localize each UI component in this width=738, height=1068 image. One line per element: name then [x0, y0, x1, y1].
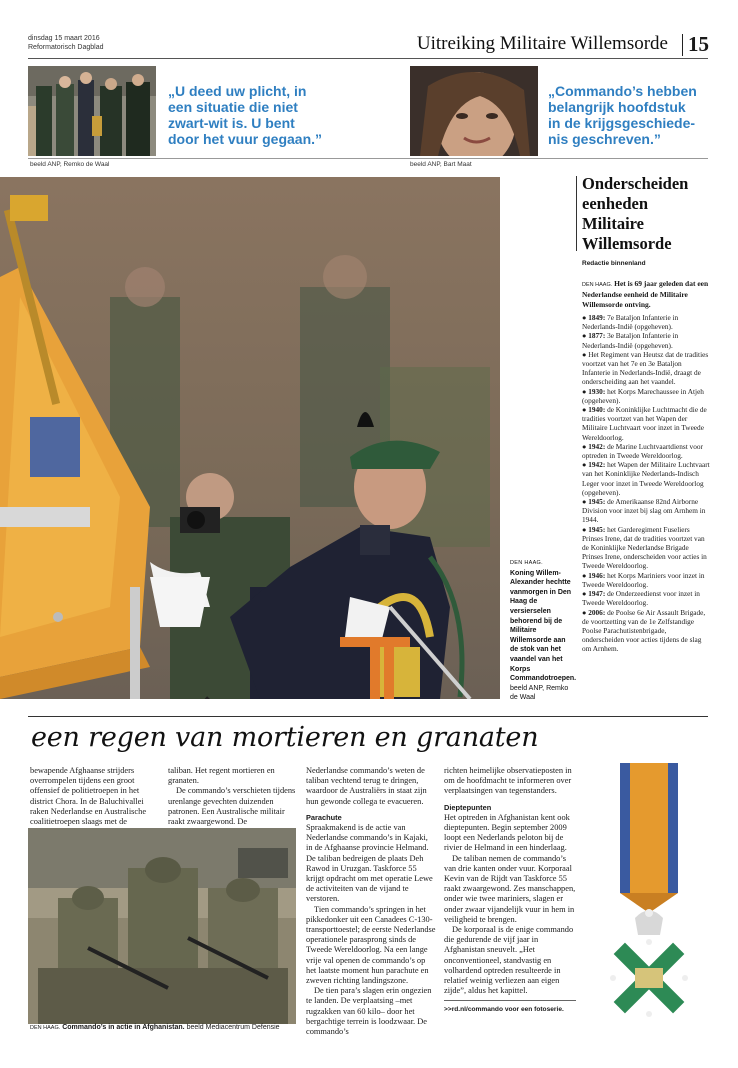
- article-paragraph: bewapende Afghaanse strijders overrompelen tijdens een groot offensief de politietroepen in het district Chora. In de Baluchivallei raken Nederlandse en Australische coalitietroepen slaags met de: [30, 766, 147, 827]
- honoured-unit-year: 1945:: [588, 524, 606, 534]
- honoured-unit-year: 1945:: [588, 497, 606, 507]
- honoured-unit-text: de Amerikaanse 82nd Airborne Division voor inzet bij slag om Arnhem in 1944.: [582, 497, 706, 525]
- bullet-icon: ●: [582, 589, 589, 599]
- minister-portrait-photo: [410, 66, 538, 156]
- honoured-unit-item: [582, 387, 710, 405]
- honoured-unit-year: 2006:: [588, 607, 606, 617]
- article-paragraph: De commando’s verschieten tijdens urenlange gevechten duizenden patronen. Een Australische militair raakt zwaargewond. De: [168, 786, 296, 827]
- honoured-unit-item: [582, 313, 710, 331]
- article-column-1: [30, 766, 160, 827]
- honoured-units-list: [582, 313, 710, 654]
- link-rule: [444, 1000, 576, 1001]
- quote-king: „U deed uw plicht, in een situatie die niet zwart-wit is. U bent door het vuur gegaan.”: [168, 83, 323, 147]
- sidebar-intro: [582, 279, 710, 309]
- article-paragraph: Het optreden in Afghanistan kent ook dieptepunten. Begin september 2009 loopt een Nederlands peloton bij de rivier de Helmand in een hinderlaag.: [444, 812, 570, 853]
- honoured-unit-year: 1940:: [588, 405, 606, 415]
- quote-strip-rule: [28, 158, 708, 159]
- sidebar-byline: Redactie binnenland: [582, 260, 646, 267]
- afghanistan-caption-credit: beeld Mediacentrum Defensie: [186, 1024, 280, 1031]
- bullet-icon: ●: [582, 460, 589, 470]
- willemsorde-medal-photo: [590, 763, 708, 1025]
- afghanistan-photo-caption: [30, 1024, 298, 1031]
- honoured-unit-text: het Korps Marechaussee in Atjeh (opgeheven).: [582, 386, 704, 405]
- honoured-unit-item: [582, 350, 710, 387]
- honoured-unit-item: [582, 460, 710, 497]
- honoured-unit-text: 3e Bataljon Infanterie in Nederlands-Indië (opgeheven).: [582, 331, 679, 350]
- honoured-unit-item: [582, 571, 710, 589]
- article-paragraph: De taliban nemen de commando’s van drie kanten onder vuur. Korporaal Kevin van de Rijdt van Taskforce 55 raakt zwaargewond. Zes manschappen, onder wie twee mariniers, slagen er onder zwaar vijandelijk vuur in hem in veiligheid te brengen.: [444, 853, 576, 924]
- bullet-icon: ●: [582, 331, 589, 341]
- honoured-unit-year: 1946:: [588, 570, 606, 580]
- bullet-icon: ●: [582, 313, 589, 322]
- article-top-rule: [28, 716, 708, 717]
- header-separator: [682, 34, 683, 56]
- honoured-unit-item: [582, 497, 710, 525]
- honoured-unit-year: 1877:: [588, 331, 606, 341]
- honoured-unit-year: 1930:: [588, 386, 606, 396]
- bullet-icon: ●: [582, 386, 589, 396]
- article-paragraph: Nederlandse commando’s weten de taliban vechtend terug te dringen, waardoor de Australiërs in staat zijn hun gewonde collega te evacueren.: [306, 766, 427, 806]
- article-paragraph: richten heimelijke observatieposten in om de hoofdmacht te informeren over verplaatsingen van tegenstanders.: [444, 766, 572, 796]
- article-paragraph: Spraakmakend is de actie van Nederlandse commando’s in Kajaki, in de Afghaanse provincie Helmand. De taliban bedreigen de plaats Deh Rawod in Uruzgan. Taskforce 55 krijgt opdracht om met operatie Lewe de activiteiten van de vijand te verstoren.: [306, 823, 433, 904]
- article-paragraph: De tien para’s slagen erin ongezien te landen. De verplaatsing –met rugzakken van 60 kilo– door het bergachtige terrein is loodzwaar. De commando’s: [306, 986, 432, 1037]
- honoured-unit-text: Het Regiment van Heutsz dat de tradities voortzet van het 7e en 3e Bataljon Infanterie in Nederlands-Indië, draagt de onderscheiding aan het vaandel.: [582, 349, 709, 387]
- paper-name: Reformatorisch Dagblad: [28, 44, 104, 51]
- caption-credit: beeld ANP, Remko de Waal: [510, 684, 569, 702]
- honoured-unit-text: de Marine Luchtvaartdienst voor optreden in Tweede Wereldoorlog.: [582, 441, 703, 461]
- section-title: Uitreiking Militaire Willemsorde: [416, 33, 668, 54]
- photo-credit-thumbnail-1: beeld ANP, Remko de Waal: [30, 161, 110, 168]
- header-rule: [28, 58, 708, 59]
- honoured-unit-text: het Wapen der Militaire Luchtvaart van het Koninklijke Nederlands-Indisch Leger voor inzet in Tweede Wereldoorlog (opgeheven).: [582, 460, 710, 497]
- main-photo-caption: [510, 558, 577, 703]
- main-ceremony-photo: [0, 177, 500, 699]
- afghanistan-photo: [28, 828, 296, 1024]
- honoured-unit-text: 7e Bataljon Infanterie in Nederlands-Indië (opgeheven).: [582, 313, 679, 332]
- honoured-unit-text: het Korps Mariniers voor inzet in Tweede Wereldoorlog.: [582, 570, 705, 589]
- honoured-unit-text: de Poolse 6e Air Assault Brigade, de voortzetting van de 1e Zelfstandige Poolse Parachutistenbrigade, onderscheiden voor acties tijdens de slag om Arnhem.: [582, 607, 706, 654]
- bullet-icon: ●: [582, 349, 589, 359]
- honoured-unit-item: [582, 405, 710, 442]
- article-column-4: [444, 766, 576, 1016]
- afghanistan-caption-text: Commando’s in actie in Afghanistan.: [62, 1024, 185, 1031]
- honoured-unit-year: 1942:: [588, 441, 606, 451]
- masthead-date-block: [28, 34, 103, 52]
- sidebar-rule: [576, 176, 577, 251]
- honoured-unit-text: het Garderegiment Fuseliers Prinses Irene, dat de tradities voortzet van de Koninklijke Nederlandse Brigade Prinses Irene, onderscheiden voor acties in Tweede Wereldoorlog.: [582, 524, 707, 571]
- bullet-icon: ●: [582, 497, 589, 507]
- honoured-unit-item: [582, 589, 710, 607]
- article-paragraph: taliban. Het regent mortieren en granaten.: [168, 766, 275, 786]
- article-paragraph: Tien commando’s springen in het pikkedonker uit een Canadees C-130-transporttoestel; de eerste Nederlandse operationele parasprong sinds de Tweede Wereldoorlog. Na een lange vrije val openen de commando’s op het laatste moment hun parachute en zweven richting landingszone.: [306, 904, 436, 986]
- bullet-icon: ●: [582, 405, 589, 415]
- sidebar-title: Onderscheiden eenheden Militaire Willemsorde: [582, 174, 689, 253]
- honoured-unit-year: 1947:: [588, 589, 606, 599]
- page-number: 15: [688, 32, 709, 56]
- photo-credit-thumbnail-2: beeld ANP, Bart Maat: [410, 161, 472, 168]
- honoured-unit-text: de Onderzeedienst voor inzet in Tweede Wereldoorlog.: [582, 589, 700, 608]
- ceremony-thumbnail-photo: [28, 66, 156, 156]
- photo-series-link[interactable]: >>rd.nl/commando voor een fotoserie.: [444, 1006, 564, 1014]
- honoured-unit-item: [582, 525, 710, 571]
- honoured-unit-item: [582, 331, 710, 349]
- quote-minister: „Commando’s hebben belangrijk hoofdstuk in de krijgsgeschiede- nis geschreven.”: [548, 83, 697, 147]
- bullet-icon: ●: [582, 524, 589, 534]
- article-headline: een regen van mortieren en granaten: [31, 722, 539, 753]
- sidebar-intro-kicker: DEN HAAG.: [582, 282, 613, 288]
- sidebar-intro-text: Het is 69 jaar geleden dat een Nederlandse eenheid de Militaire Willemsorde ontving.: [582, 279, 709, 309]
- honoured-unit-text: de Koninklijke Luchtmacht die de tradities voortzet van het Wapen der Militaire Luchtvaart voor inzet in Tweede Wereldoorlog.: [582, 405, 707, 442]
- afghanistan-caption-kicker: DEN HAAG.: [30, 1025, 61, 1031]
- article-column-2: [168, 766, 298, 827]
- article-subheading: Parachute: [306, 812, 342, 822]
- article-column-3: [306, 766, 436, 1037]
- article-subheading: Dieptepunten: [444, 802, 492, 812]
- honoured-unit-item: [582, 442, 710, 460]
- bullet-icon: ●: [582, 441, 589, 451]
- article-paragraph: De korporaal is de enige commando die gedurende de vijf jaar in Afghanistan sneuvelt. „Het onconventioneel, standvastig en volhardend optreden resulteerde in relatief weinig verliezen aan eigen zijde”, aldus het kapittel.: [444, 925, 574, 996]
- honoured-unit-item: [582, 608, 710, 654]
- bullet-icon: ●: [582, 570, 589, 580]
- bullet-icon: ●: [582, 607, 589, 617]
- issue-date: dinsdag 15 maart 2016: [28, 35, 100, 42]
- honoured-unit-year: 1849:: [588, 313, 606, 322]
- caption-text: Koning Willem-Alexander hechtte vanmorgen in Den Haag de versierselen behorend bij de Militaire Willemsorde aan de stok van het vaandel van het Korps Commandotroepen.: [510, 569, 577, 683]
- caption-kicker: DEN HAAG.: [510, 560, 543, 566]
- honoured-unit-year: 1942:: [588, 460, 606, 470]
